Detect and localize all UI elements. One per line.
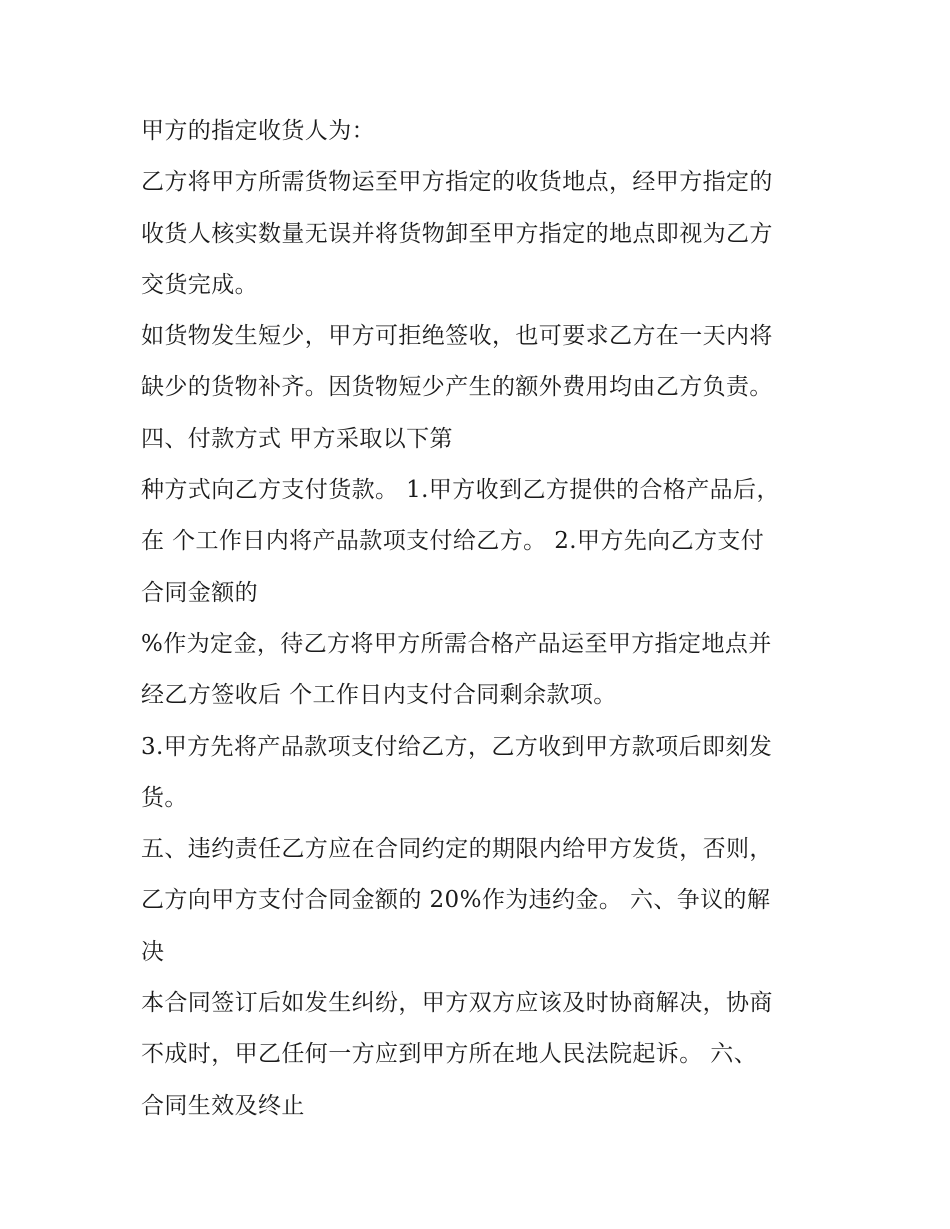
document-body — [141, 106, 841, 1132]
text-line: 乙方将甲方所需货物运至甲方指定的收货地点，经甲方指定的 — [141, 169, 773, 196]
text-line: 乙方向甲方支付合同金额的 20%作为违约金。 六、争议的解 — [141, 887, 771, 914]
text-line: 合同金额的 — [141, 579, 258, 606]
text-line: 种方式向乙方支付货款。 1.甲方收到乙方提供的合格产品后， — [141, 477, 780, 504]
text-line: 货。 — [141, 784, 188, 811]
section-heading-liability: 五、违约责任乙方应在合同约定的期限内给甲方发货，否则， — [141, 836, 773, 863]
text-line: 本合同签订后如发生纠纷，甲方双方应该及时协商解决，协商 — [141, 990, 773, 1017]
text-line: 甲方的指定收货人为： — [141, 118, 375, 144]
text-line: 经乙方签收后 个工作日内支付合同剩余款项。 — [141, 682, 617, 709]
section-heading-payment: 四、付款方式 甲方采取以下第 — [141, 425, 453, 452]
text-line: 3.甲方先将产品款项支付给乙方，乙方收到甲方款项后即刻发 — [141, 733, 773, 760]
section-heading-effectiveness: 合同生效及终止 — [141, 1092, 305, 1119]
text-line: 缺少的货物补齐。因货物短少产生的额外费用均由乙方负责。 — [141, 374, 773, 401]
text-line: %作为定金，待乙方将甲方所需合格产品运至甲方指定地点并 — [141, 630, 772, 657]
text-line: 在 个工作日内将产品款项支付给乙方。 2.甲方先向乙方支付 — [141, 528, 765, 555]
text-line: 如货物发生短少，甲方可拒绝签收，也可要求乙方在一天内将 — [141, 323, 773, 350]
text-line: 交货完成。 — [141, 271, 258, 298]
text-line: 决 — [141, 938, 165, 965]
text-line: 收货人核实数量无误并将货物卸至甲方指定的地点即视为乙方 — [141, 220, 773, 247]
text-line: 不成时，甲乙任何一方应到甲方所在地人民法院起诉。 六、 — [141, 1041, 758, 1068]
